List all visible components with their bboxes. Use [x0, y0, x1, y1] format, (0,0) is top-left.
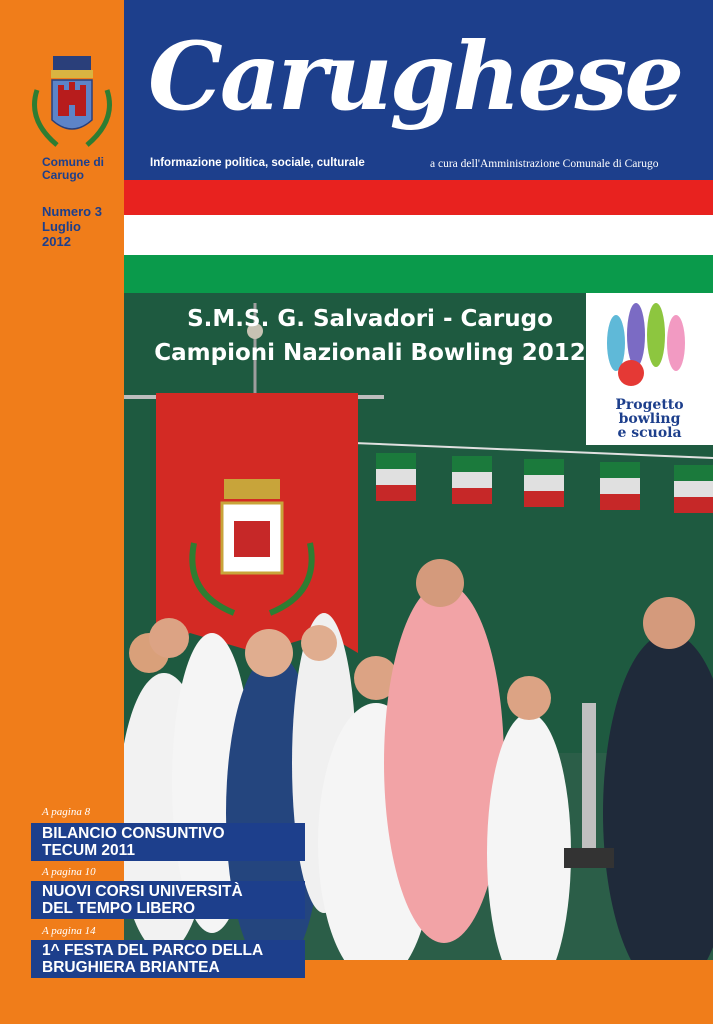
- bowling-pins-icon: [586, 293, 713, 393]
- logo-line1: Progetto: [615, 397, 684, 413]
- headline-line: NUOVI CORSI UNIVERSITÀ: [42, 883, 243, 900]
- page-ref-14: A pagina 14: [42, 925, 96, 937]
- masthead-title: Carughese: [148, 22, 682, 132]
- masthead-tagline: Informazione politica, sociale, culturale: [150, 157, 365, 169]
- flag-stripe-green: [124, 255, 713, 293]
- cover-headline-line2: Campioni Nazionali Bowling 2012: [154, 340, 586, 366]
- headline-line: TECUM 2011: [42, 842, 136, 859]
- issue-month: Luglio: [42, 219, 81, 234]
- headline-universita[interactable]: [31, 881, 305, 919]
- municipality-line1: Comune di: [42, 155, 104, 169]
- cover-headline: [150, 302, 590, 370]
- cover-headline-line1: S.M.S. G. Salvadori - Carugo: [187, 306, 553, 332]
- page-ref-10: A pagina 10: [42, 866, 96, 878]
- issue-info: [42, 204, 122, 249]
- issue-year: 2012: [42, 234, 71, 249]
- logo-line3: e scuola: [617, 425, 682, 441]
- headline-line: DEL TEMPO LIBERO: [42, 900, 196, 917]
- masthead-publisher: a cura dell'Amministrazione Comunale di Carugo: [430, 158, 659, 170]
- municipal-crest-icon: [27, 50, 117, 155]
- flag-stripe-white: [124, 215, 713, 255]
- headline-line: BILANCIO CONSUNTIVO: [42, 825, 225, 842]
- page-ref-8: A pagina 8: [42, 806, 91, 818]
- bowling-logo-text: [586, 398, 713, 440]
- municipality-label: [42, 156, 122, 182]
- municipality-line2: Carugo: [42, 168, 84, 182]
- issue-number: Numero 3: [42, 204, 102, 219]
- headline-festa[interactable]: [31, 940, 305, 978]
- logo-line2: bowling: [618, 411, 681, 427]
- headline-bilancio[interactable]: [31, 823, 305, 861]
- flag-stripe-red: [124, 180, 713, 215]
- headline-line: 1^ FESTA DEL PARCO DELLA: [42, 942, 264, 959]
- headline-line: BRUGHIERA BRIANTEA: [42, 959, 220, 976]
